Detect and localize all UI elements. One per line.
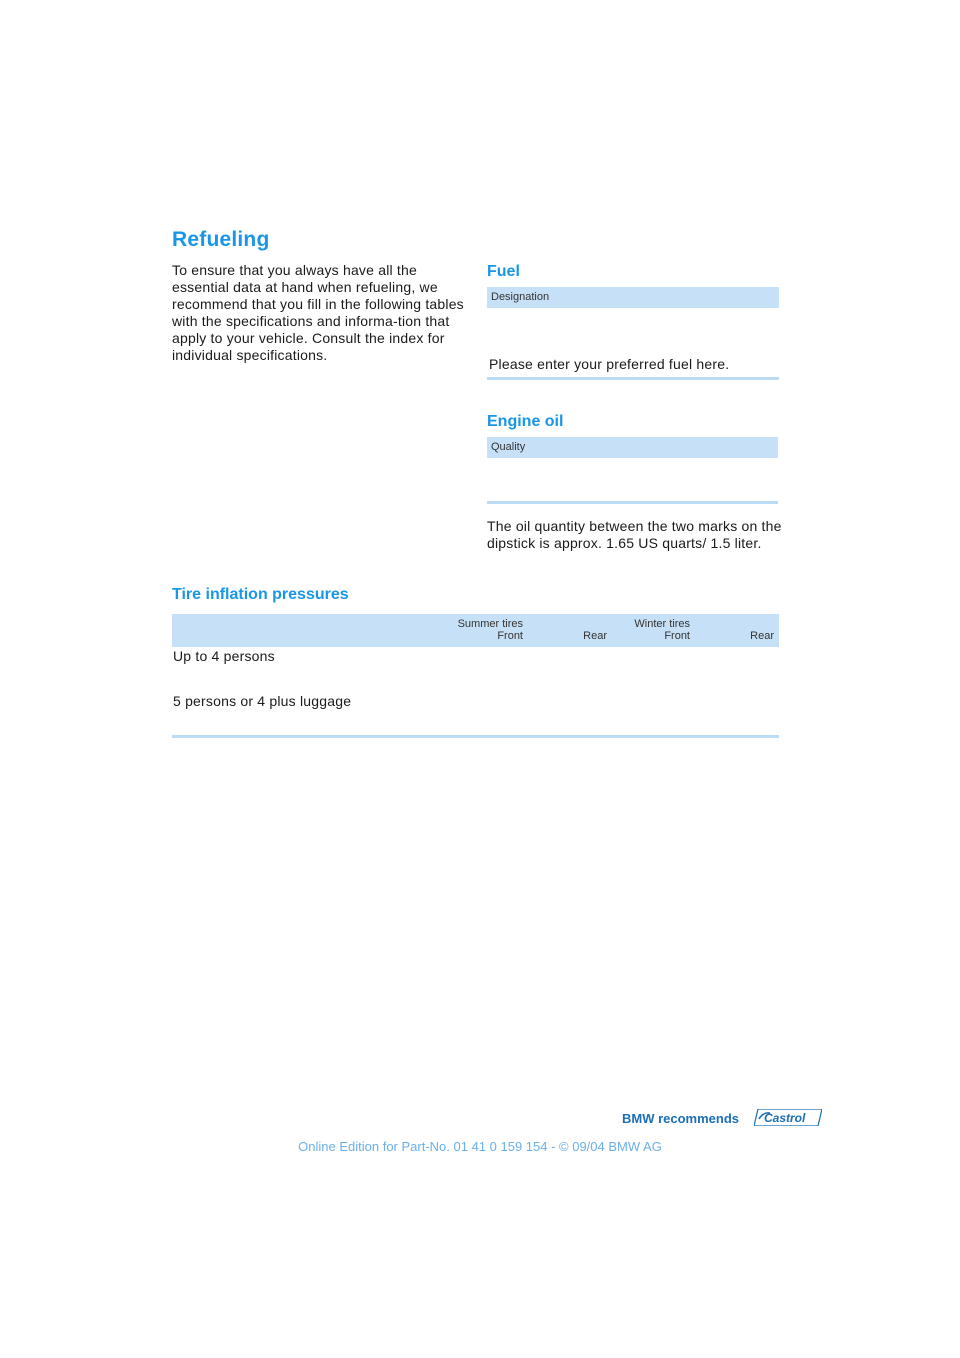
fuel-note: Please enter your preferred fuel here. [489,356,730,372]
tire-pressures-heading: Tire inflation pressures [172,586,349,603]
oil-quantity-note: The oil quantity between the two marks on the dipstick is approx. 1.65 US quarts/ 1.5 liter. [487,518,782,551]
winter-front-label: Front [664,630,690,642]
tire-table-header [172,614,779,647]
castrol-logo [754,1109,822,1126]
page-title: Refueling [172,228,270,251]
fuel-designation-band [487,287,779,308]
oil-quality-band [487,437,778,458]
oil-divider [487,501,778,504]
tire-table-divider [172,735,779,738]
fuel-heading: Fuel [487,263,520,280]
oil-quality-label: Quality [491,441,526,453]
fuel-designation-label: Designation [491,291,550,303]
summer-front-label: Front [497,630,523,642]
winter-rear-label: Rear [750,630,774,642]
fuel-divider [487,377,779,380]
tire-row-label: Up to 4 persons [173,648,275,664]
intro-paragraph: To ensure that you always have all the essential data at hand when refueling, we recommend that you fill in the following tables with the specifications and informa-tion that apply to your vehicle. Consult the index for individual specifications. [172,262,464,363]
engine-oil-heading: Engine oil [487,413,564,430]
online-edition-note: Online Edition for Part-No. 01 41 0 159 154 - © 09/04 BMW AG [298,1139,662,1154]
tire-row-label: 5 persons or 4 plus luggage [173,693,352,709]
summer-rear-label: Rear [583,630,607,642]
bmw-recommends-label: BMW recommends [622,1111,740,1126]
winter-tires-label: Winter tires [634,618,690,630]
svg-text:Castrol: Castrol [764,1111,806,1125]
summer-tires-label: Summer tires [457,618,523,630]
